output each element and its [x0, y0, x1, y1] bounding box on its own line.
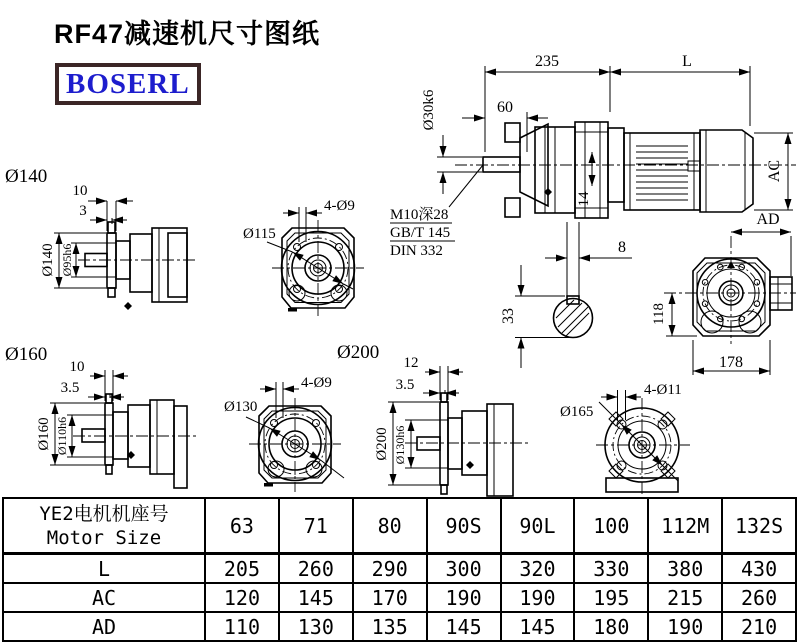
dim-d140: Ø140: [40, 243, 56, 277]
dimension-table: [2, 497, 797, 642]
view-output-shaft-section: [500, 222, 632, 368]
dim-AD: AD: [756, 211, 780, 228]
col-header: 100: [574, 498, 648, 554]
dim-4xd9: 4-Ø9: [301, 375, 332, 391]
view-flange200-side: [337, 342, 530, 496]
cell: 330: [574, 554, 648, 584]
dim-L: L: [682, 53, 692, 70]
col-header: 80: [353, 498, 427, 554]
col-header: 71: [279, 498, 353, 554]
dim-3: 3: [79, 203, 87, 219]
cell: 145: [427, 612, 501, 641]
cell: 145: [279, 583, 353, 612]
view-label: Ø140: [5, 166, 48, 187]
view-assembly-side: [390, 53, 796, 276]
cell: 145: [501, 612, 575, 641]
row-label: AC: [3, 583, 205, 612]
col-header: 112M: [648, 498, 722, 554]
cell: 120: [205, 583, 279, 612]
dim-4xd11: 4-Ø11: [644, 382, 682, 398]
header-motor-size-en: Motor Size: [46, 526, 162, 549]
dim-4xd9: 4-Ø9: [324, 198, 355, 214]
cell: 300: [427, 554, 501, 584]
col-header: 63: [205, 498, 279, 554]
cell: 380: [648, 554, 722, 584]
cell: 430: [722, 554, 796, 584]
dim-10: 10: [69, 359, 85, 375]
row-label: AD: [3, 612, 205, 641]
dim-d130: Ø130: [224, 399, 258, 415]
dim-3_5: 3.5: [60, 380, 80, 396]
col-header: 90S: [427, 498, 501, 554]
dim-d160: Ø160: [36, 417, 52, 451]
cell: 205: [205, 554, 279, 584]
cell: 190: [501, 583, 575, 612]
view-flange200-front: [224, 375, 344, 492]
note-tap-hole: M10深28: [390, 207, 449, 223]
dim-12: 12: [403, 355, 419, 371]
note-din-standard: DIN 332: [390, 243, 443, 259]
dim-key-height-33: 33: [500, 308, 517, 324]
dim-10: 10: [72, 183, 88, 199]
cell: 135: [353, 612, 427, 641]
view-flange160-side: [5, 344, 198, 488]
table-row-AC: [3, 583, 796, 612]
cell: 215: [648, 583, 722, 612]
view-assembly-top: [651, 236, 796, 375]
cell: 170: [353, 583, 427, 612]
boserl-logo-text: BOSERL: [66, 68, 190, 100]
table-row-AD: [3, 612, 796, 641]
dim-14: 14: [576, 191, 592, 207]
dim-d30k6: Ø30k6: [421, 89, 437, 131]
note-gb-standard: GB/T 145: [390, 225, 451, 241]
dim-d95: Ø95h6: [60, 243, 74, 277]
cell: 260: [722, 583, 796, 612]
cell: 190: [648, 612, 722, 641]
view-flange140-side: [5, 166, 198, 310]
cell: 190: [427, 583, 501, 612]
header-motor-size-cn: YE2电机机座号: [39, 502, 169, 525]
col-header: 90L: [501, 498, 575, 554]
cell: 210: [722, 612, 796, 641]
dim-178: 178: [719, 354, 743, 371]
dim-d130h6: Ø130h6: [393, 425, 407, 465]
cell: 195: [574, 583, 648, 612]
dim-d200: Ø200: [374, 427, 390, 461]
dim-key-width-8: 8: [618, 239, 626, 256]
dim-d165: Ø165: [560, 404, 594, 420]
dim-d115: Ø115: [243, 226, 276, 242]
page-title: RF47减速机尺寸图纸: [54, 19, 321, 49]
cell: 320: [501, 554, 575, 584]
view-flange165-front: [560, 382, 690, 497]
dim-d110: Ø110h6: [55, 416, 69, 456]
table-row-L: [3, 554, 796, 584]
table-header-row: [3, 498, 796, 554]
header-motor-size: [3, 498, 205, 554]
dim-3_5: 3.5: [395, 377, 415, 393]
dim-60: 60: [497, 99, 513, 116]
view-flange140-front: [243, 198, 364, 316]
dim-118: 118: [651, 303, 667, 325]
cell: 180: [574, 612, 648, 641]
cell: 130: [279, 612, 353, 641]
dim-235: 235: [535, 53, 559, 70]
cell: 290: [353, 554, 427, 584]
view-label: Ø160: [5, 344, 48, 365]
view-label: Ø200: [337, 342, 380, 363]
dim-AC: AC: [766, 159, 783, 183]
row-label: L: [3, 554, 205, 584]
cell: 110: [205, 612, 279, 641]
cell: 260: [279, 554, 353, 584]
col-header: 132S: [722, 498, 796, 554]
